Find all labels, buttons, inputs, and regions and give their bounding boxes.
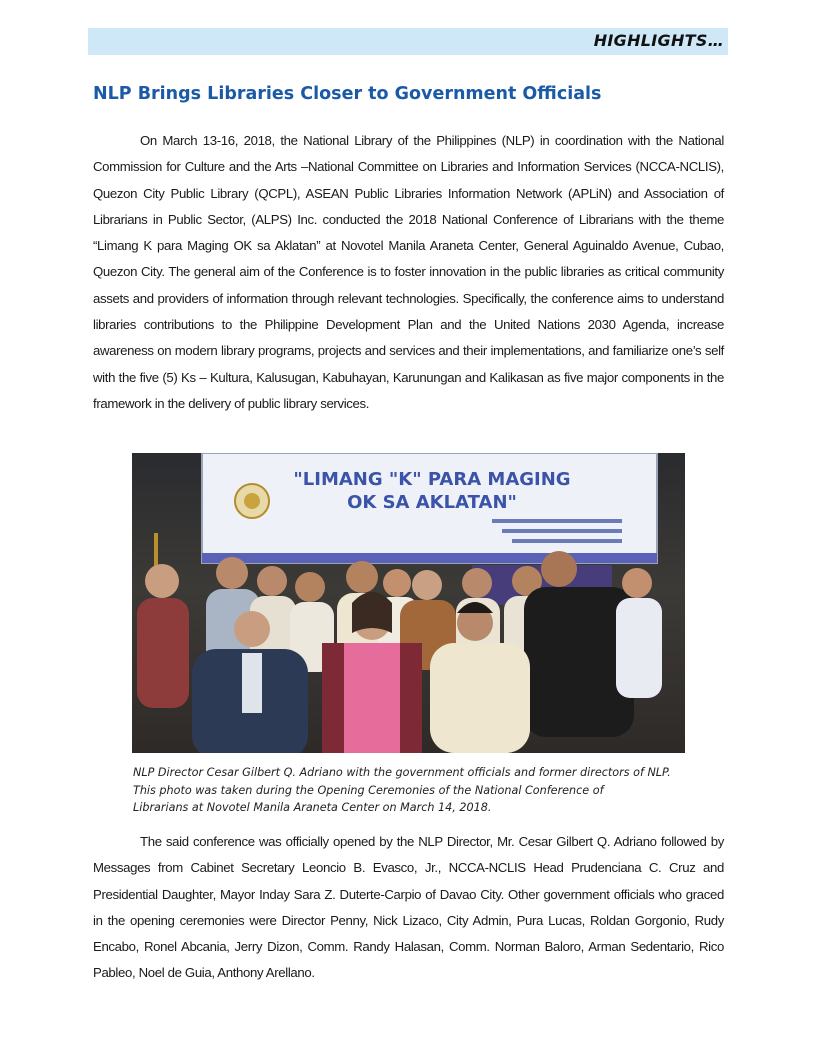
group-photo-illustration [132, 453, 685, 753]
caption-line: Librarians at Novotel Manila Araneta Center on March 14, 2018. [133, 801, 492, 814]
photo-caption [133, 764, 733, 817]
screen-theme-line-2: OK SA AKLATAN" [347, 492, 517, 513]
highlights-banner [88, 28, 728, 55]
article-paragraph-2: The said conference was officially opened by the NLP Director, Mr. Cesar Gilbert Q. Adriano followed by Messages from Cabinet Secretary Leoncio B. Evasco, Jr., NCCA-NCLIS Head Prudenciana C. Cruz and Presidential Daughter, Mayor Inday Sara Z. Duterte-Carpio of Davao City. Other government officials who graced in the opening ceremonies were Director Penny, Nick Lizaco, City Admin, Pura Lucas, Roldan Gorgonio, Rudy Encabo, Ronel Abcania, Jerry Dizon, Comm. Randy Halasan, Comm. Norman Baloro, Arman Sedentario, Rico Pableo, Noel de Guia, Anthony Arellano. [93, 834, 724, 981]
screen-theme-line-1: "LIMANG "K" PARA MAGING [293, 469, 571, 490]
people-front-row [192, 592, 530, 753]
caption-line: This photo was taken during the Opening Ceremonies of the National Conference of [133, 783, 604, 797]
article-paragraph-1: On March 13-16, 2018, the National Library of the Philippines (NLP) in coordination with the National Commission for Culture and the Arts –National Committee on Libraries and Information Services (NCCA-NCLIS), Quezon City Public Library (QCPL), ASEAN Public Libraries Information Network (APLiN) and Association of Librarians in Public Sector, (ALPS) Inc. conducted the 2018 National Conference of Librarians with the theme “Limang K para Maging OK sa Aklatan” at Novotel Manila Araneta Center, General Aguinaldo Avenue, Cubao, Quezon City. The general aim of the Conference is to foster innovation in the public libraries as critical community assets and providers of information through relevant technologies. Specifically, the conference aims to understand libraries contributions to the Philippine Development Plan and the United Nations 2030 Agenda, increase awareness on modern library programs, projects and services and their implementations, and familiarize one’s self with the five (5) Ks – Kultura, Kalusugan, Kabuhayan, Karunungan and Kalikasan as five major components in the framework in the delivery of public library services. [93, 133, 724, 411]
caption-line: NLP Director Cesar Gilbert Q. Adriano with the government officials and former directors of NLP. [133, 766, 671, 779]
article-title: NLP Brings Libraries Closer to Government Officials [93, 84, 602, 104]
section-label: HIGHLIGHTS… [593, 31, 724, 50]
group-photo [132, 453, 685, 753]
